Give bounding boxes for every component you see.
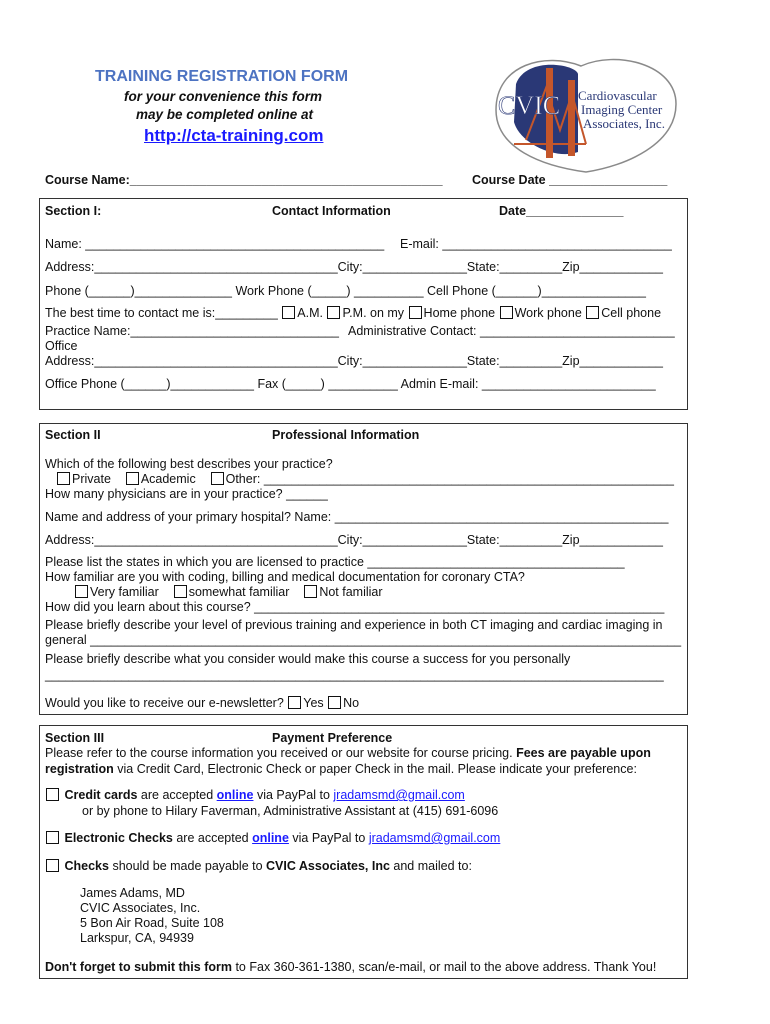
ec-paypal-text: via PayPal to (288, 831, 369, 845)
course-name-field[interactable]: Course Name:_____________________________________________ (45, 173, 443, 187)
familiar-options (74, 585, 383, 599)
work-phone-label: Work phone (514, 306, 582, 320)
logo-name-line1: Cardiovascular (578, 88, 657, 103)
section1-heading: Contact Information (272, 204, 391, 218)
logo-name-line3: Associates, Inc. (583, 116, 665, 131)
somewhat-familiar-checkbox[interactable] (174, 585, 187, 598)
not-familiar-label: Not familiar (319, 585, 383, 599)
intro2-bold: registration (45, 762, 114, 776)
not-familiar-checkbox[interactable] (304, 585, 317, 598)
hospital-name-field[interactable]: Name and address of your primary hospital? Name: ________________________________________________ (45, 510, 669, 524)
very-familiar-checkbox[interactable] (75, 585, 88, 598)
form-subtitle-line2: may be completed online at (136, 107, 314, 122)
credit-card-label: Credit cards (64, 788, 138, 802)
section2-label: Section II (45, 428, 101, 442)
practice-options (56, 472, 674, 486)
phone-fields[interactable]: Phone (______)______________ Work Phone (_____) __________ Cell Phone (______)_______________ (45, 284, 646, 298)
course-date-field[interactable]: Course Date _________________ (472, 173, 668, 187)
mail-address-line4: Larkspur, CA, 94939 (80, 931, 194, 945)
private-checkbox[interactable] (57, 472, 70, 485)
section2-heading: Professional Information (272, 428, 420, 442)
intro1-bold: Fees are payable upon (516, 746, 651, 760)
submit-note-bold: Don't forget to submit this form (45, 960, 232, 974)
logo-name-line2: Imaging Center (581, 102, 663, 117)
credit-card-option (45, 788, 465, 802)
check-payee: CVIC Associates, Inc (266, 859, 390, 873)
address-field[interactable]: Address:___________________________________City:_______________State:_________Zip____________ (45, 260, 663, 274)
familiar-question: How familiar are you with coding, billing and medical documentation for coronary CTA? (45, 570, 525, 584)
section3-label: Section III (45, 731, 105, 745)
cc-online-link[interactable]: online (216, 788, 254, 802)
training-question: Please briefly describe your level of previous training and experience in both CT imaging and cardiac imaging in (45, 618, 663, 632)
home-phone-checkbox[interactable] (409, 306, 422, 319)
learn-field[interactable]: How did you learn about this course? ___________________________________________________________ (45, 600, 665, 614)
cc-text: are accepted (137, 788, 217, 802)
cc-email-link[interactable]: jradamsmd@gmail.com (333, 788, 465, 802)
website-link[interactable]: http://cta-training.com (144, 126, 324, 145)
office-address-field[interactable]: Address:___________________________________City:_______________State:_________Zip____________ (45, 354, 663, 368)
states-field[interactable]: Please list the states in which you are licensed to practice _____________________________________ (45, 555, 625, 569)
home-phone-label: Home phone (423, 306, 496, 320)
payment-intro-line2 (45, 762, 637, 776)
private-label: Private (72, 472, 111, 486)
cell-phone-label: Cell phone (601, 306, 662, 320)
cvic-logo (486, 44, 686, 176)
section3-heading: Payment Preference (272, 731, 393, 745)
hospital-address-field[interactable]: Address:___________________________________City:_______________State:_________Zip____________ (45, 533, 663, 547)
academic-checkbox[interactable] (126, 472, 139, 485)
intro1-text: Please refer to the course information you received or our website for course pricing. (45, 746, 517, 760)
newsletter-yes-label: Yes (303, 696, 324, 710)
other-checkbox[interactable] (211, 472, 224, 485)
office-phone-fields[interactable]: Office Phone (______)____________ Fax (_____) __________ Admin E-mail: _________________________ (45, 377, 656, 391)
newsletter-no-checkbox[interactable] (328, 696, 341, 709)
very-familiar-label: Very familiar (90, 585, 159, 599)
form-title: TRAINING REGISTRATION FORM (95, 68, 349, 85)
pm-label: P.M. on my (342, 306, 405, 320)
phone-payment-line: or by phone to Hilary Faverman, Administrative Assistant at (415) 691-6096 (82, 804, 499, 818)
section1-date-field[interactable]: Date______________ (499, 204, 624, 218)
check-text2: and mailed to: (389, 859, 472, 873)
success-field[interactable]: _________________________________________________________________________________________ (45, 668, 664, 682)
contact-time-row (45, 306, 661, 320)
submit-note-text: to Fax 360-361-1380, scan/e-mail, or mail to the above address. Thank You! (231, 960, 657, 974)
payment-intro-line1 (45, 746, 651, 760)
ec-text: are accepted (172, 831, 253, 845)
am-label: A.M. (297, 306, 323, 320)
training-field[interactable]: general _____________________________________________________________________________________ (45, 633, 682, 647)
email-field[interactable]: E-mail: _________________________________ (400, 237, 672, 251)
physicians-field[interactable]: How many physicians are in your practice? ______ (45, 487, 328, 501)
cell-phone-checkbox[interactable] (586, 306, 599, 319)
electronic-check-label: Electronic Checks (64, 831, 173, 845)
am-checkbox[interactable] (282, 306, 295, 319)
newsletter-question: Would you like to receive our e-newsletter? (45, 696, 284, 710)
ec-online-link[interactable]: online (252, 831, 289, 845)
pm-checkbox[interactable] (327, 306, 340, 319)
form-subtitle-line1: for your convenience this form (124, 89, 323, 104)
name-field[interactable]: Name: ___________________________________________ (45, 237, 385, 251)
office-label: Office (45, 339, 78, 353)
submit-note (45, 960, 656, 974)
mail-address-line2: CVIC Associates, Inc. (80, 901, 201, 915)
intro2-text: via Credit Card, Electronic Check or paper Check in the mail. Please indicate your preference: (113, 762, 637, 776)
admin-contact-field[interactable]: Administrative Contact: ____________________________ (348, 324, 675, 338)
check-checkbox[interactable] (46, 859, 59, 872)
electronic-check-option (45, 831, 500, 845)
newsletter-row (45, 696, 359, 710)
check-text: should be made payable to (108, 859, 267, 873)
best-time-field[interactable]: The best time to contact me is:_________ (45, 306, 278, 320)
check-label: Checks (64, 859, 109, 873)
credit-card-checkbox[interactable] (46, 788, 59, 801)
logo-abbr: CVIC (498, 91, 561, 120)
mail-address-line1: James Adams, MD (80, 886, 185, 900)
practice-name-field[interactable]: Practice Name:______________________________ (45, 324, 340, 338)
work-phone-checkbox[interactable] (500, 306, 513, 319)
check-option (45, 859, 472, 873)
newsletter-yes-checkbox[interactable] (288, 696, 301, 709)
newsletter-no-label: No (343, 696, 360, 710)
section1-label: Section I: (45, 204, 102, 218)
academic-label: Academic (140, 472, 196, 486)
other-field[interactable]: Other: ___________________________________________________________ (225, 472, 674, 486)
success-question: Please briefly describe what you consider would make this course a success for you personally (45, 652, 571, 666)
electronic-check-checkbox[interactable] (46, 831, 59, 844)
cc-paypal-text: via PayPal to (253, 788, 334, 802)
ec-email-link[interactable]: jradamsmd@gmail.com (368, 831, 501, 845)
practice-question: Which of the following best describes your practice? (45, 457, 333, 471)
somewhat-familiar-label: somewhat familiar (188, 585, 290, 599)
mail-address-line3: 5 Bon Air Road, Suite 108 (80, 916, 224, 930)
